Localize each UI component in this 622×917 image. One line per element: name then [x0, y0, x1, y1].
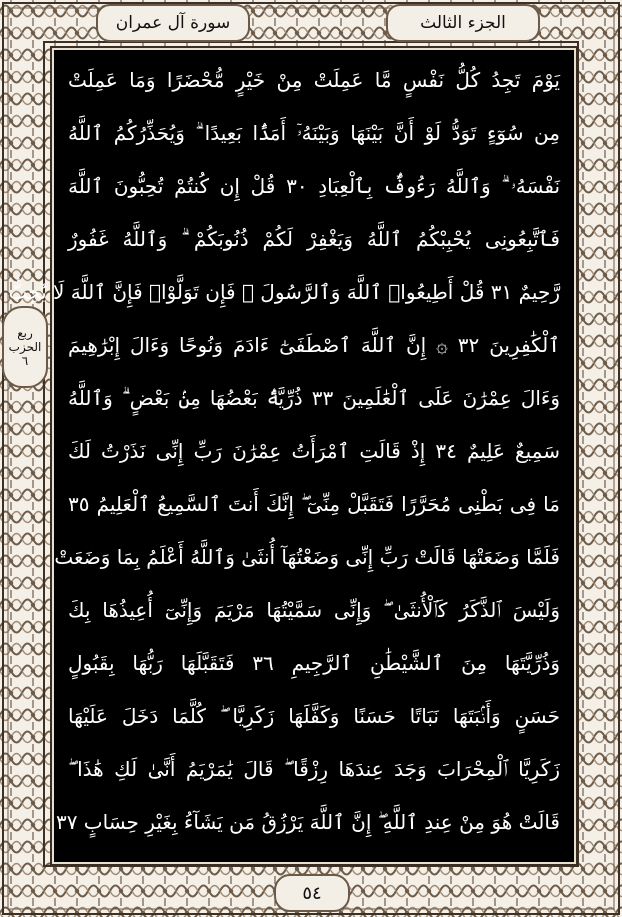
- verse-line-11: وَلَيْسَ ٱلذَّكَرُ كَٱلْأُنثَىٰ ۖ وَإِنِّى سَمَّيْتُهَا مَرْيَمَ وَإِنِّىٓ أُعِيذُهَا بِكَ: [68, 598, 560, 622]
- juz-label: [386, 4, 540, 42]
- verse-line-1: يَوْمَ تَجِدُ كُلُّ نَفْسٍ مَّا عَمِلَتْ مِنْ خَيْرٍ مُّحْضَرًا وَمَا عَمِلَتْ: [68, 68, 560, 92]
- page-number-badge: [274, 874, 350, 912]
- verse-line-3: نَفْسَهُۥ ۗ وَٱللَّهُ رَءُوفٌۢ بِٱلْعِبَادِ ٣٠ قُلْ إِن كُنتُمْ تُحِبُّونَ ٱللَّهَ: [68, 174, 561, 198]
- hizb-quarter-marker: [2, 306, 48, 388]
- verse-line-10: فَلَمَّا وَضَعَتْهَا قَالَتْ رَبِّ إِنِّى وَضَعْتُهَآ أُنثَىٰ وَٱللَّهُ أَعْلَمُ بِمَا وَضَعَتْ: [54, 545, 560, 569]
- surah-name: سورة آل عمران: [115, 13, 231, 33]
- surah-name-label: [96, 4, 250, 42]
- hizb-marker-line2: الحزب: [8, 340, 42, 354]
- verse-line-2: مِن سُوٓءٍ تَوَدُّ لَوْ أَنَّ بَيْنَهَا وَبَيْنَهُۥٓ أَمَدًۢا بَعِيدًا ۗ وَيُحَذِّرُكُمُ ٱللَّهُ: [68, 121, 560, 145]
- verse-line-13: حَسَنٍ وَأَنۢبَتَهَا نَبَاتًا حَسَنًا وَكَفَّلَهَا زَكَرِيَّا ۖ كُلَّمَا دَخَلَ عَلَيْهَا: [68, 704, 560, 728]
- verse-line-7: وَءَالَ عِمْرَٰنَ عَلَى ٱلْعَٰلَمِينَ ٣٣ ذُرِّيَّةًۢ بَعْضُهَا مِنۢ بَعْضٍ ۗ وَٱللَّهُ: [68, 386, 560, 410]
- verse-line-4: فَٱتَّبِعُونِى يُحْبِبْكُمُ ٱللَّهُ وَيَغْفِرْ لَكُمْ ذُنُوبَكُمْ ۗ وَٱللَّهُ غَفُورٌ: [68, 227, 560, 251]
- page-number: ٥٤: [302, 882, 322, 904]
- verse-line-14: زَكَرِيَّا ٱلْمِحْرَابَ وَجَدَ عِندَهَا رِزْقًا ۖ قَالَ يَٰمَرْيَمُ أَنَّىٰ لَكِ هَٰذَا ۖ: [68, 757, 560, 781]
- verse-line-8: سَمِيعٌ عَلِيمٌ ٣٤ إِذْ قَالَتِ ٱمْرَأَتُ عِمْرَٰنَ رَبِّ إِنِّى نَذَرْتُ لَكَ: [68, 439, 560, 463]
- hizb-marker-line3: ٦: [21, 354, 29, 368]
- verse-line-9: مَا فِى بَطْنِى مُحَرَّرًا فَتَقَبَّلْ مِنِّىٓ ۖ إِنَّكَ أَنتَ ٱلسَّمِيعُ ٱلْعَلِيمُ ٣٥: [68, 492, 560, 516]
- verse-line-6: ٱلْكَٰفِرِينَ ٣٢ ۞ إِنَّ ٱللَّهَ ٱصْطَفَىٰٓ ءَادَمَ وَنُوحًا وَءَالَ إِبْرَٰهِيمَ: [68, 333, 560, 357]
- juz-name: الجزء الثالث: [420, 13, 506, 33]
- hizb-marker-line1: ربع: [17, 326, 33, 340]
- verse-line-15: قَالَتْ هُوَ مِنْ عِندِ ٱللَّهِ ۖ إِنَّ ٱللَّهَ يَرْزُقُ مَن يَشَآءُ بِغَيْرِ حِسَابٍ ٣٧: [55, 810, 560, 834]
- verse-line-5: رَّحِيمٌ ٣١ قُلْ أَطِيعُوا۟ ٱللَّهَ وَٱلرَّسُولَ ۖ فَإِن تَوَلَّوْا۟ فَإِنَّ ٱللَّهَ لَا يُحِبُّ: [8, 280, 560, 304]
- verse-line-12: وَذُرِّيَّتَهَا مِنَ ٱلشَّيْطَٰنِ ٱلرَّجِيمِ ٣٦ فَتَقَبَّلَهَا رَبُّهَا بِقَبُولٍ: [68, 651, 561, 675]
